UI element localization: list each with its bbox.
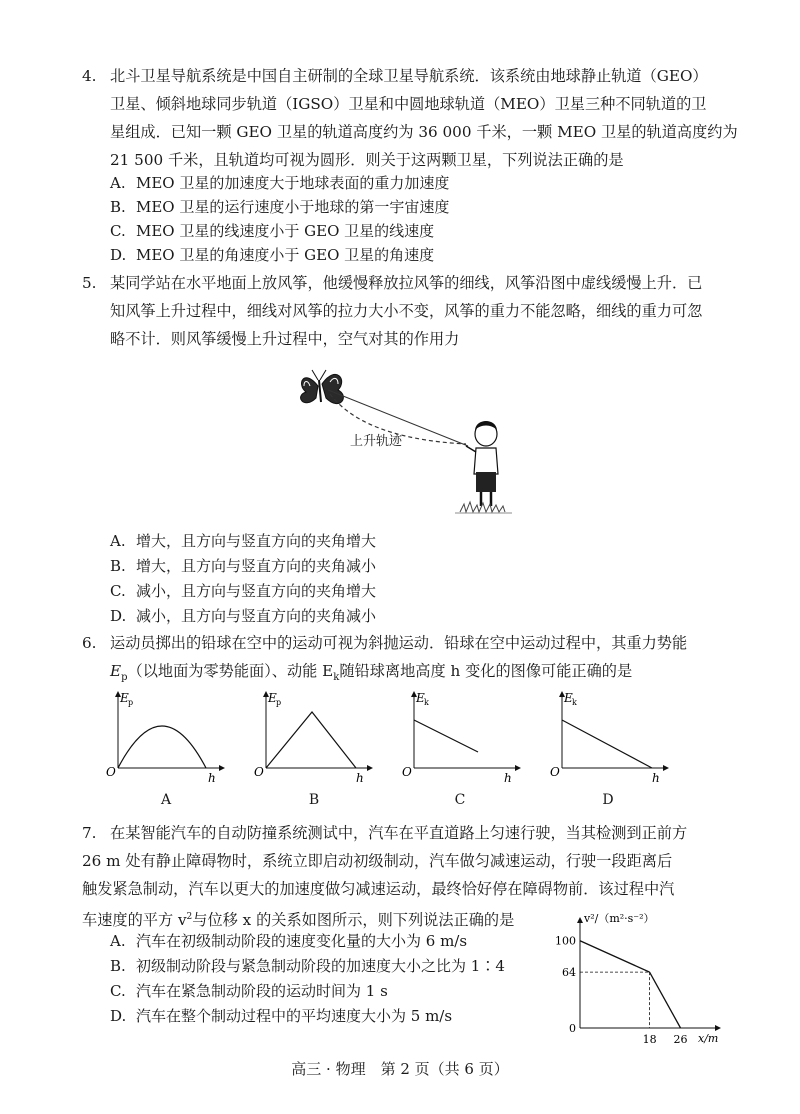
- svg-text:E: E: [120, 691, 129, 705]
- svg-text:k: k: [424, 698, 429, 707]
- question-text-line: 车速度的平方 $v^2$与位移 x 的关系如图所示，则下列说法正确的是: [82, 911, 515, 930]
- decreasing-line: [414, 720, 478, 752]
- option-a: A. 增大，且方向与竖直方向的夹角增大: [110, 532, 377, 550]
- svg-text:h: h: [356, 771, 364, 785]
- graph-c: [394, 690, 524, 789]
- question-text-line: 在某智能汽车的自动防撞系统测试中，汽车在平直道路上匀速行驶，当其检测到正前方: [110, 824, 688, 842]
- graph-a: [98, 690, 228, 789]
- question-text-line: $E_p$（以地面为零势能面）、动能 $E_k$随铅球离地高度 h 变化的图像可能正确的是: [110, 662, 633, 684]
- svg-text:p: p: [128, 698, 134, 707]
- y-tick-label: 100: [555, 934, 576, 948]
- x-axis-label: x/m: [698, 1032, 719, 1045]
- option-d: D. MEO 卫星的角速度小于 GEO 卫星的角速度: [110, 246, 435, 264]
- question-text-line: 知风筝上升过程中，细线对风筝的拉力大小不变，风筝的重力不能忽略，细线的重力可忽: [110, 302, 703, 320]
- graph-b: [246, 690, 376, 789]
- x-tick-label: 18: [642, 1033, 657, 1046]
- option-b: B. 初级制动阶段与紧急制动阶段的加速度大小之比为 1∶4: [110, 957, 505, 975]
- option-c: C. 汽车在紧急制动阶段的运动时间为 1 s: [110, 982, 388, 1000]
- question-text-line: 触发紧急制动，汽车以更大的加速度做匀减速运动，最终恰好停在障碍物前．该过程中汽: [82, 880, 675, 898]
- graph-d: [542, 690, 672, 789]
- question-text-line: 北斗卫星导航系统是中国自主研制的全球卫星导航系统．该系统由地球静止轨道（GEO）: [110, 67, 708, 85]
- question-number: 5.: [82, 274, 97, 292]
- option-c: C. 减小，且方向与竖直方向的夹角增大: [110, 582, 377, 600]
- graph-b-label: B: [308, 792, 320, 808]
- question-number: 6.: [82, 634, 97, 652]
- svg-text:O: O: [402, 765, 412, 779]
- triangle-curve: [266, 712, 356, 768]
- svg-text:p: p: [276, 698, 282, 707]
- option-b: B. MEO 卫星的运行速度小于地球的第一宇宙速度: [110, 198, 450, 216]
- svg-text:h: h: [504, 771, 512, 785]
- option-a: A. MEO 卫星的加速度大于地球表面的重力加速度: [110, 174, 450, 192]
- svg-text:E: E: [564, 691, 573, 705]
- svg-text:O: O: [106, 765, 116, 779]
- boy-icon: [466, 421, 498, 506]
- question-text-line: 星组成．已知一颗 GEO 卫星的轨道高度约为 36 000 千米，一颗 MEO 卫星的轨道高度约为: [110, 123, 738, 141]
- question-text-line: 21 500 千米，且轨道均可视为圆形．则关于这两颗卫星，下列说法正确的是: [110, 151, 624, 169]
- series-line-segment: [650, 972, 681, 1028]
- option-d: D. 减小，且方向与竖直方向的夹角减小: [110, 607, 377, 625]
- question-text-line: 卫星、倾斜地球同步轨道（IGSO）卫星和中圆地球轨道（MEO）卫星三种不同轨道的卫: [110, 95, 707, 113]
- page-footer: 高三 · 物理 第 2 页（共 6 页）: [291, 1060, 509, 1078]
- option-d: D. 汽车在整个制动过程中的平均速度大小为 5 m/s: [110, 1007, 453, 1025]
- svg-text:h: h: [208, 771, 216, 785]
- question-text-line: 略不计．则风筝缓慢上升过程中，空气对其的作用力: [110, 330, 460, 348]
- svg-text:E: E: [416, 691, 425, 705]
- question-text-line: 某同学站在水平地面上放风筝，他缓慢释放拉风筝的细线，风筝沿图中虚线缓慢上升．已: [110, 274, 703, 292]
- v2-x-chart: [548, 912, 728, 1047]
- option-c: C. MEO 卫星的线速度小于 GEO 卫星的线速度: [110, 222, 435, 240]
- decreasing-line: [562, 720, 652, 768]
- x-tick-label: 26: [673, 1033, 688, 1046]
- question-text-line: 26 m 处有静止障碍物时，系统立即启动初级制动，汽车做匀减速运动，行驶一段距离后: [82, 852, 673, 870]
- svg-text:E: E: [268, 691, 277, 705]
- y-tick-label: 64: [562, 966, 576, 980]
- question-number: 7.: [82, 824, 97, 842]
- y-tick-label: 0: [569, 1022, 576, 1035]
- trajectory-label: 上升轨迹: [350, 434, 403, 449]
- parabola-curve: [118, 726, 206, 768]
- option-a: A. 汽车在初级制动阶段的速度变化量的大小为 6 m/s: [110, 932, 468, 950]
- svg-text:O: O: [254, 765, 264, 779]
- svg-text:h: h: [652, 771, 660, 785]
- question-number: 4.: [82, 67, 97, 85]
- kite-icon: [301, 370, 344, 404]
- graph-c-label: C: [454, 792, 466, 808]
- graph-a-label: A: [160, 792, 172, 808]
- option-b: B. 增大，且方向与竖直方向的夹角减小: [110, 557, 377, 575]
- question-text-line: 运动员掷出的铅球在空中的运动可视为斜抛运动．铅球在空中运动过程中，其重力势能: [110, 634, 688, 652]
- svg-text:k: k: [572, 698, 577, 707]
- kite-figure: [290, 350, 520, 520]
- series-line-segment: [580, 941, 650, 972]
- graph-d-label: D: [602, 792, 614, 808]
- y-axis-label: v²/（m²·s⁻²）: [584, 912, 655, 925]
- svg-text:O: O: [550, 765, 560, 779]
